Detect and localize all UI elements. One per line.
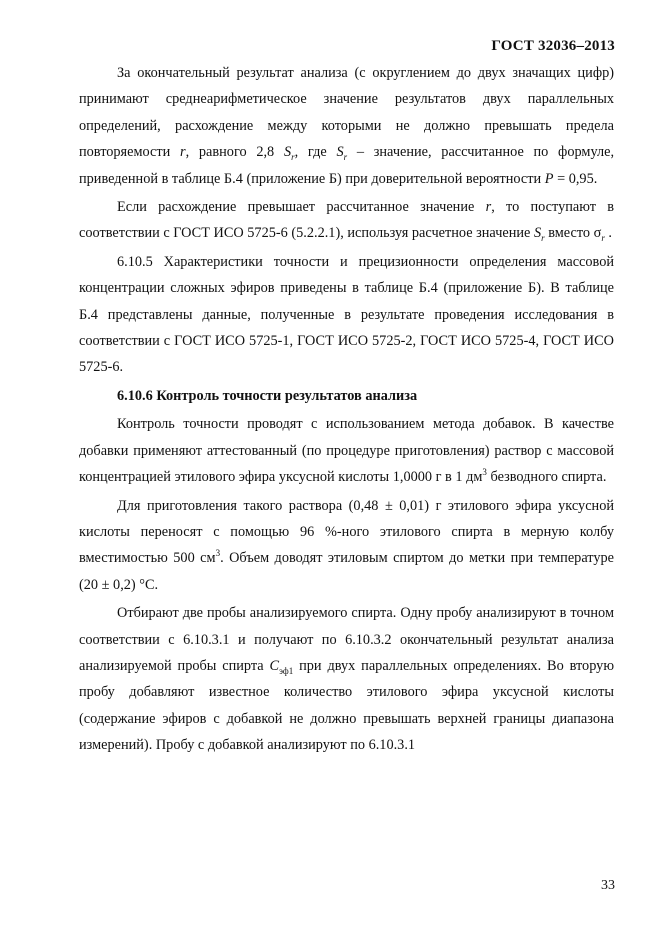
text-run: = 0,95. bbox=[553, 170, 598, 187]
superscript-3: 3 bbox=[215, 548, 221, 559]
paragraph-solution-preparation bbox=[79, 493, 614, 599]
text-run: Отбирают две пробы анализируемого спирта. Одну пробу анализируют в точном соответствии с 6.10.3.1 и получают по 6.10.3.2 окончательный результат анализа анализируемой пробы спирта bbox=[79, 605, 614, 674]
page-number: 33 bbox=[601, 878, 615, 893]
text-run: – значение, рассчитанное по формуле, приведенной в таблице Б.4 (приложение Б) при доверительной вероятности bbox=[79, 144, 615, 187]
text-run: , равного 2,8 bbox=[185, 144, 284, 161]
text-run: Контроль точности проводят с использованием метода добавок. В качестве добавки применяют аттестованный (по процедуре приготовления) раствор с массовой концентрацией этилового эфира уксусной кислоты 1,0000 г в 1 дм bbox=[79, 416, 614, 486]
subscript-r: r bbox=[291, 152, 295, 163]
text-run: безводного спирта. bbox=[486, 469, 607, 486]
paragraph-discrepancy bbox=[79, 194, 614, 247]
symbol-p: P bbox=[544, 170, 554, 187]
symbol-s: S bbox=[283, 144, 292, 161]
section-heading-6-10-6: 6.10.6 Контроль точности результатов анализа bbox=[117, 387, 418, 404]
text-run: За окончательный результат анализа (с округлением до двух значащих цифр) принимают среднеарифметическое значение результатов двух параллельных определений, расхождение между которыми не должно превышать предела повторяемости bbox=[79, 65, 614, 161]
symbol-s: S bbox=[336, 144, 344, 161]
subscript-r: r bbox=[601, 233, 605, 244]
text-run: при двух параллельных определениях. Во вторую пробу добавляют известное количество этилового эфира уксусной кислоты (содержание эфиров с добавкой не должно превышать верхней границы диапазона измерений). Пробу с добавкой анализируют по 6.10.3.1 bbox=[79, 657, 614, 754]
symbol-sigma: σ bbox=[593, 225, 602, 242]
symbol-s: S bbox=[533, 225, 542, 242]
paragraph-6-10-5: 6.10.5 Характеристики точности и прецизионности определения массовой концентрации сложных эфиров приведены в таблице Б.4 (приложение Б). В таблице Б.4 представлены данные, полученные в результате проведения исследования в соответствии с ГОСТ ИСО 5725-1, ГОСТ ИСО 5725-2, ГОСТ ИСО 5725-4, ГОСТ ИСО 5725-6. bbox=[79, 253, 614, 376]
superscript-3: 3 bbox=[482, 467, 487, 478]
text-run: Если расхождение превышает рассчитанное значение bbox=[117, 199, 486, 216]
text-run: , то поступают в соответствии с ГОСТ ИСО 5725-6 (5.2.2.1), используя расчетное значение bbox=[79, 199, 614, 242]
document-body bbox=[79, 60, 614, 759]
text-run: Для приготовления такого раствора (0,48 ± 0,01) г этилового эфира уксусной кислоты переносят с помощью 96 %-ного этилового спирта в мерную колбу вместимостью 500 см bbox=[79, 497, 614, 567]
text-run: , где bbox=[294, 144, 337, 161]
symbol-c: C bbox=[269, 657, 280, 674]
subscript-r: r bbox=[343, 152, 348, 163]
subscript-r: r bbox=[541, 233, 545, 244]
symbol-r: r bbox=[485, 199, 492, 216]
text-run: . bbox=[604, 225, 612, 242]
subscript-ef1: эф1 bbox=[279, 665, 294, 676]
paragraph-final-result bbox=[79, 60, 614, 192]
document-number-header: ГОСТ 32036–2013 bbox=[491, 38, 615, 54]
paragraph-addition-method bbox=[79, 411, 614, 490]
paragraph-two-samples bbox=[79, 600, 614, 758]
text-run: вместо bbox=[544, 225, 594, 242]
text-run: . Объем доводят этиловым спиртом до метки при температуре (20 ± 0,2) °С. bbox=[79, 550, 614, 593]
symbol-r: r bbox=[180, 144, 186, 161]
